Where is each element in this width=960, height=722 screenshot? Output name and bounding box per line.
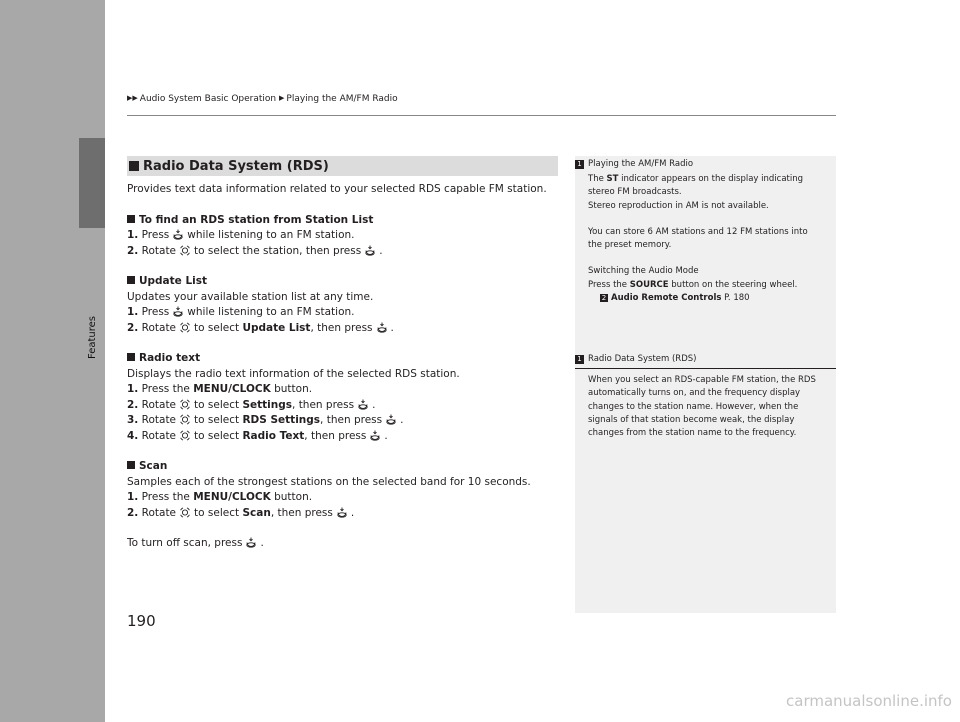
step: 4. Rotate to select Radio Text, then press . bbox=[127, 429, 388, 442]
press-knob-icon bbox=[336, 507, 348, 518]
step: 1. Press while listening to an FM station. bbox=[127, 306, 355, 318]
reference-arrow-icon: 2 bbox=[601, 294, 607, 303]
note-title: 1 Radio Data System (RDS) bbox=[575, 354, 836, 365]
step: 2. Rotate to select the station, then press . bbox=[127, 244, 383, 257]
scan-off-text: To turn off scan, press . bbox=[127, 537, 264, 549]
intro-text: Provides text data information related to your selected RDS capable FM station. bbox=[127, 183, 547, 195]
press-knob-icon bbox=[172, 229, 184, 240]
subheading-find-rds: To find an RDS station from Station List bbox=[127, 213, 558, 229]
breadcrumb-arrow-icon: ▶ bbox=[279, 94, 285, 102]
note-playing-radio bbox=[575, 159, 836, 305]
breadcrumb bbox=[127, 94, 398, 104]
note-marker-icon: 1 bbox=[575, 160, 584, 169]
sidebar-section-label: Features bbox=[86, 315, 98, 359]
step: 2. Rotate to select Scan, then press . bbox=[127, 506, 355, 519]
header-divider bbox=[127, 115, 836, 116]
rotate-knob-icon bbox=[179, 414, 191, 425]
note-title: 1 Playing the AM/FM Radio bbox=[575, 159, 836, 170]
square-bullet-icon bbox=[127, 276, 135, 284]
note-marker-icon: 1 bbox=[575, 355, 584, 364]
rotate-knob-icon bbox=[179, 507, 191, 518]
section-title: Radio Data System (RDS) bbox=[143, 158, 329, 174]
press-knob-icon bbox=[376, 322, 388, 333]
step: 2. Rotate to select Update List, then press . bbox=[127, 321, 394, 334]
main-content bbox=[127, 182, 558, 552]
press-knob-icon bbox=[385, 414, 397, 425]
subheading-radio-text: Radio text bbox=[127, 351, 558, 367]
square-bullet-icon bbox=[127, 215, 135, 223]
note-body: The ST indicator appears on the display indicating stereo FM broadcasts. Stereo reproduction in AM is not available. You can store 6 AM stations and 12 FM stations into the preset memory. Switching the Audio Mode Press the SOURCE button on the steering wheel. 2 Audio Remote Controls P. 180 bbox=[575, 173, 836, 305]
description: Displays the radio text information of the selected RDS station. bbox=[127, 367, 460, 380]
press-knob-icon bbox=[172, 306, 184, 317]
subheading-scan: Scan bbox=[127, 459, 558, 475]
press-knob-icon bbox=[364, 245, 376, 256]
square-bullet-icon bbox=[129, 161, 139, 171]
breadcrumb-part-2[interactable]: Playing the AM/FM Radio bbox=[286, 94, 398, 104]
rotate-knob-icon bbox=[179, 245, 191, 256]
rotate-knob-icon bbox=[179, 399, 191, 410]
step: 1. Press the MENU/CLOCK button. bbox=[127, 383, 313, 395]
press-knob-icon bbox=[357, 399, 369, 410]
breadcrumb-part-1[interactable]: Audio System Basic Operation bbox=[139, 94, 277, 104]
press-knob-icon bbox=[245, 537, 257, 548]
subheading-update-list: Update List bbox=[127, 274, 558, 290]
description: Updates your available station list at any time. bbox=[127, 290, 374, 303]
sidebar bbox=[0, 0, 105, 722]
breadcrumb-arrow-icon: ▶▶ bbox=[127, 94, 138, 102]
step: 3. Rotate to select RDS Settings, then press . bbox=[127, 414, 404, 426]
note-divider bbox=[575, 368, 836, 369]
step: 1. Press while listening to an FM station. bbox=[127, 229, 355, 241]
square-bullet-icon bbox=[127, 461, 135, 469]
rotate-knob-icon bbox=[179, 430, 191, 441]
step: 1. Press the MENU/CLOCK button. bbox=[127, 491, 313, 503]
sidebar-tab-marker bbox=[79, 138, 105, 228]
rotate-knob-icon bbox=[179, 322, 191, 333]
step: 2. Rotate to select Settings, then press . bbox=[127, 398, 376, 411]
square-bullet-icon bbox=[127, 353, 135, 361]
description: Samples each of the strongest stations on the selected band for 10 seconds. bbox=[127, 475, 531, 488]
notes-column bbox=[575, 156, 836, 613]
section-heading bbox=[127, 156, 558, 176]
page-number: 190 bbox=[127, 612, 156, 630]
press-knob-icon bbox=[369, 430, 381, 441]
watermark: carmanualsonline.info bbox=[786, 692, 952, 710]
cross-reference-link[interactable]: 2 Audio Remote Controls P. 180 bbox=[601, 293, 750, 304]
note-rds bbox=[575, 354, 836, 440]
note-body: When you select an RDS-capable FM station, the RDS automatically turns on, and the frequency display changes to the station name. However, when the signals of that station become weak, the display changes from the station name to the frequency. bbox=[588, 375, 816, 439]
